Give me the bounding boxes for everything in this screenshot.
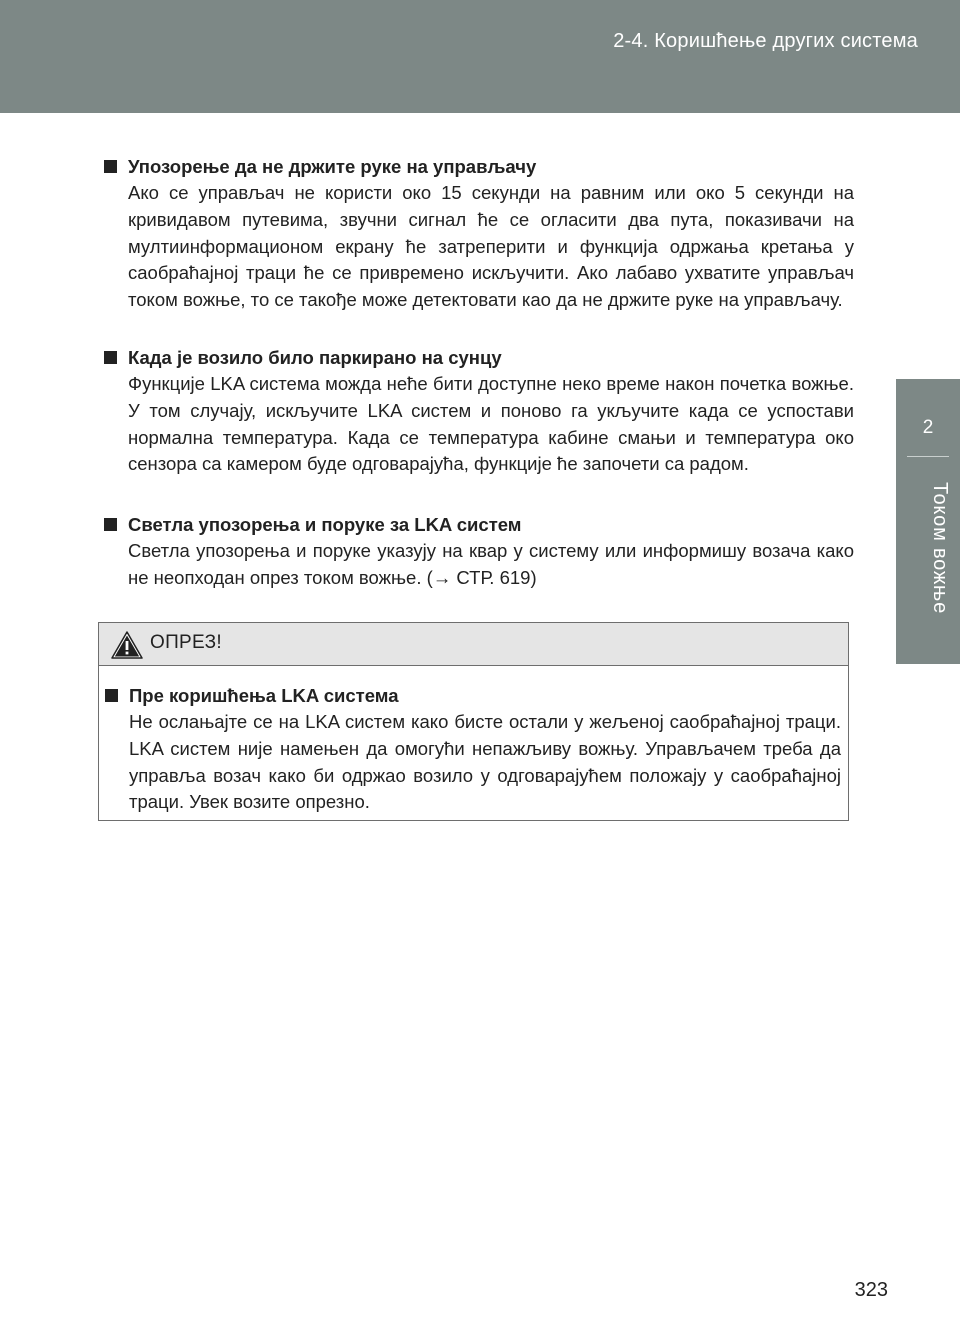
section-heading: Упозорење да не држите руке на управљачу — [128, 156, 537, 177]
chapter-title: 2-4. Коришћење других система — [613, 30, 918, 52]
chapter-number: 2 — [922, 417, 934, 438]
caution-body: Не ослањајте се на LKA систем како бисте остали у жељеној саобраћајној траци. LKA систем није намењен да омогући непажљиву вожњу. Управљачем треба да управља возач како би одржао возило у одговарајућем положају у саобраћајној траци. Увек возите опрезно. — [129, 711, 841, 813]
caution-heading: Пре коришћења LKA система — [129, 685, 399, 706]
square-bullet-icon — [104, 351, 117, 364]
chapter-label: Током вожње — [929, 482, 951, 615]
section-hands-off-warning — [104, 154, 854, 314]
side-tab-divider — [907, 456, 949, 457]
square-bullet-icon — [104, 160, 117, 173]
caution-header — [99, 623, 848, 666]
section-warning-lights — [104, 512, 854, 592]
page-header — [0, 0, 960, 113]
chapter-side-tab — [896, 379, 960, 664]
section-heading: Када је возило било паркирано на сунцу — [128, 347, 502, 368]
section-body: Функције LKA система можда неће бити доступне неко време након почетка вожње. У том случају, искључите LKA систем и поново га укључите када се успостави нормална температура. Када се температура кабине смањи и температура око сензора са камером буде одговарајућа, функције ће започети са радом. — [128, 373, 854, 475]
section-heading: Светла упозорења и поруке за LKA систем — [128, 514, 522, 535]
caution-content — [105, 683, 841, 816]
section-parked-in-sun — [104, 345, 854, 478]
page-number: 323 — [854, 1279, 888, 1301]
caution-box — [98, 622, 849, 821]
warning-triangle-icon — [111, 631, 143, 659]
section-body: Ако се управљач не користи око 15 секунди на равним или око 5 секунди на кривидавом путевима, звучни сигнал ће се огласити два пута, показивачи на мултиинформационом екрану ће затреперити и функција одржања кретања у саобраћајној траци ће се привремено искључити. Ако лабаво ухватите управљач током вожње, то се такође може детектовати као да не држите руке на управљачу. — [128, 182, 854, 311]
caution-title: ОПРЕЗ! — [150, 632, 222, 653]
square-bullet-icon — [105, 689, 118, 702]
square-bullet-icon — [104, 518, 117, 531]
section-body: Светла упозорења и поруке указују на квар у систему или информишу возача како не неопходан опрез током вожње. (→ СТР. 619) — [128, 540, 854, 588]
